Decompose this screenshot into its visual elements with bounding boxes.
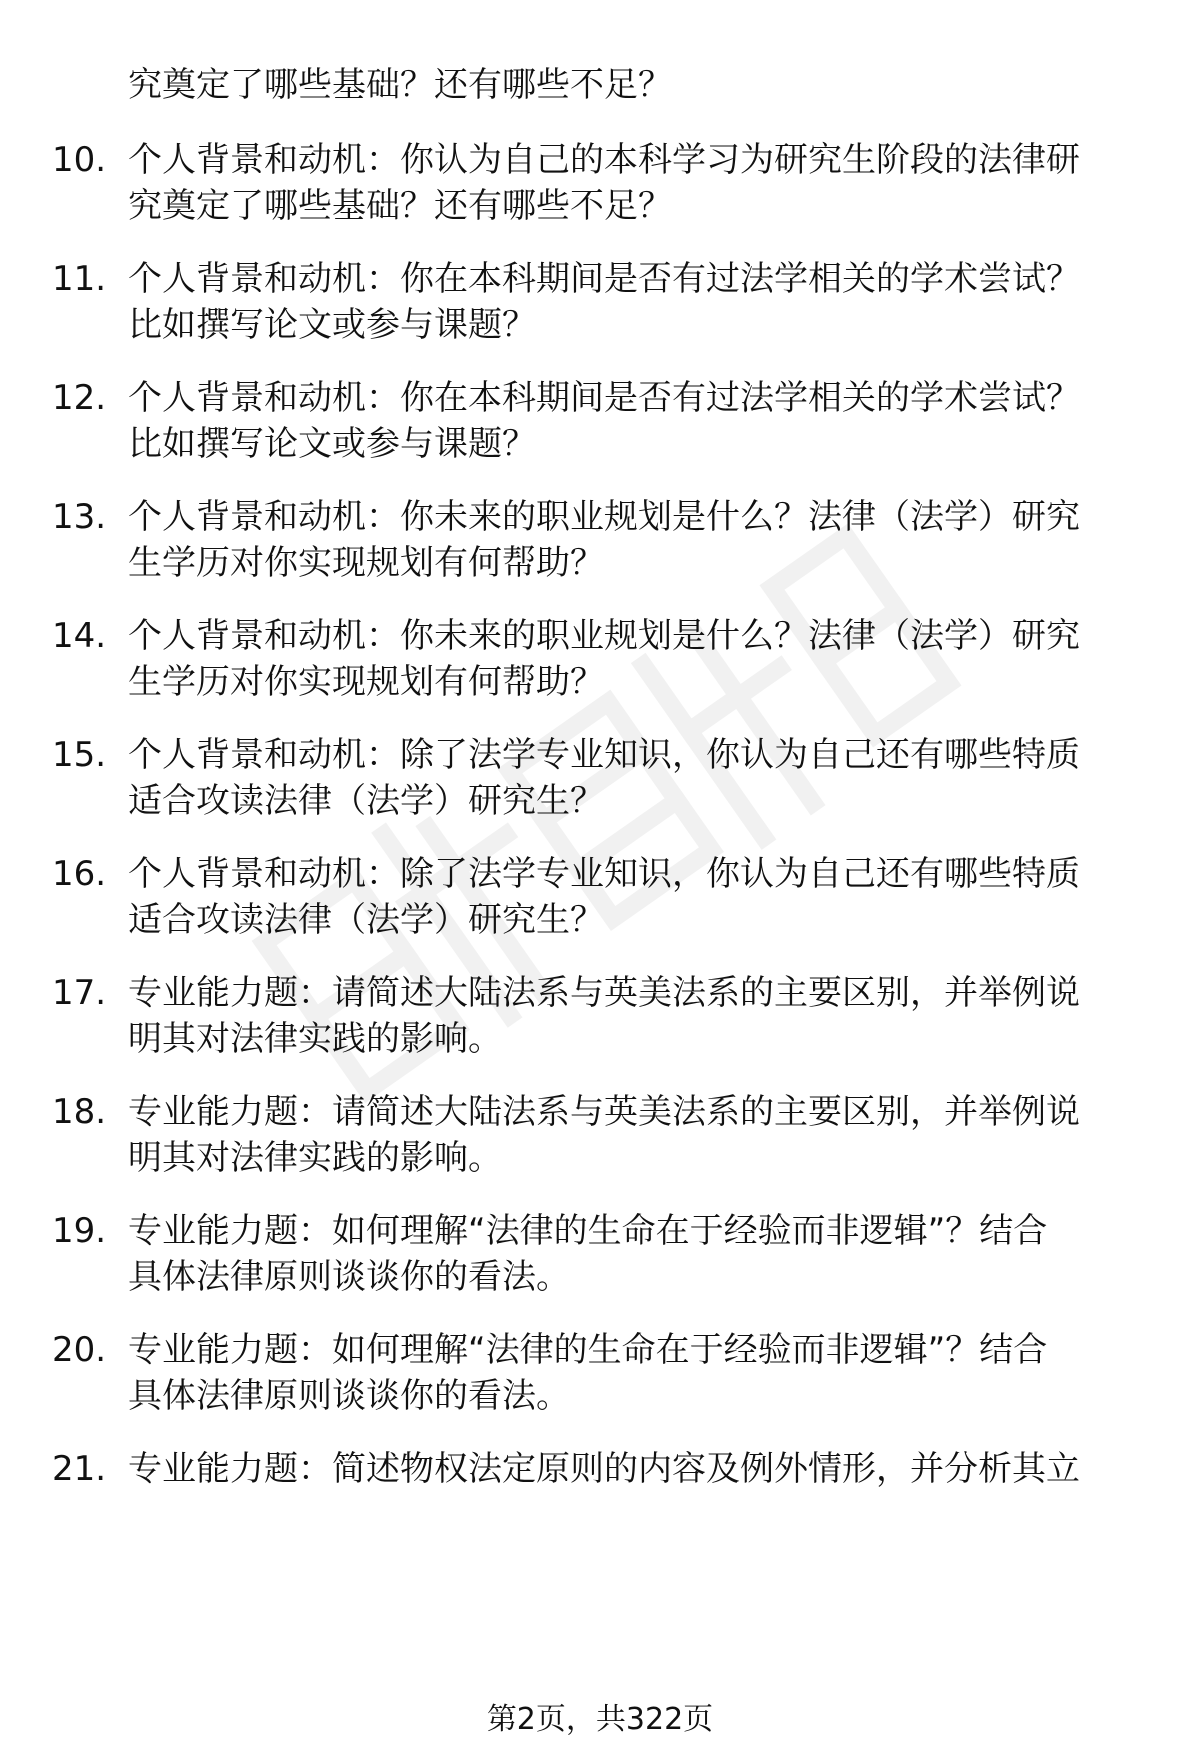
question-number: 18. — [52, 1092, 107, 1132]
question-text: 个人背景和动机：除了法学专业知识，你认为自己还有哪些特质 适合攻读法律（法学）研究生？ — [128, 735, 1080, 821]
question-number: 13. — [52, 497, 107, 537]
question-text: 专业能力题：如何理解“法律的生命在于经验而非逻辑”？结合 具体法律原则谈谈你的看法。 — [128, 1330, 1048, 1416]
question-number: 21. — [52, 1449, 107, 1489]
question-text: 个人背景和动机：你未来的职业规划是什么？法律（法学）研究 生学历对你实现规划有何帮助？ — [128, 616, 1080, 702]
question-text: 个人背景和动机：你在本科期间是否有过法学相关的学术尝试？ 比如撰写论文或参与课题？ — [128, 378, 1080, 464]
question-number: 14. — [52, 616, 107, 656]
question-text: 专业能力题：请简述大陆法系与英美法系的主要区别，并举例说 明其对法律实践的影响。 — [128, 1092, 1080, 1178]
question-text: 个人背景和动机：你认为自己的本科学习为研究生阶段的法律研 究奠定了哪些基础？还有哪些不足？ — [128, 140, 1080, 226]
question-number: 12. — [52, 378, 107, 418]
question-text: 专业能力题：简述物权法定原则的内容及例外情形，并分析其立 — [128, 1449, 1080, 1489]
question-number: 19. — [52, 1211, 107, 1251]
continuation-line: 究奠定了哪些基础？还有哪些不足？ — [128, 65, 672, 105]
question-number: 11. — [52, 259, 107, 299]
question-text: 个人背景和动机：除了法学专业知识，你认为自己还有哪些特质 适合攻读法律（法学）研究生？ — [128, 854, 1080, 940]
question-text: 个人背景和动机：你在本科期间是否有过法学相关的学术尝试？ 比如撰写论文或参与课题？ — [128, 259, 1080, 345]
question-number: 20. — [52, 1330, 107, 1370]
question-text: 专业能力题：请简述大陆法系与英美法系的主要区别，并举例说 明其对法律实践的影响。 — [128, 973, 1080, 1059]
question-number: 16. — [52, 854, 107, 894]
question-number: 10. — [52, 140, 107, 180]
page-footer: 第2页，共322页 — [486, 1702, 714, 1737]
question-text: 专业能力题：如何理解“法律的生命在于经验而非逻辑”？结合 具体法律原则谈谈你的看法。 — [128, 1211, 1048, 1297]
question-text: 个人背景和动机：你未来的职业规划是什么？法律（法学）研究 生学历对你实现规划有何帮助？ — [128, 497, 1080, 583]
question-number: 15. — [52, 735, 107, 775]
question-number: 17. — [52, 973, 107, 1013]
